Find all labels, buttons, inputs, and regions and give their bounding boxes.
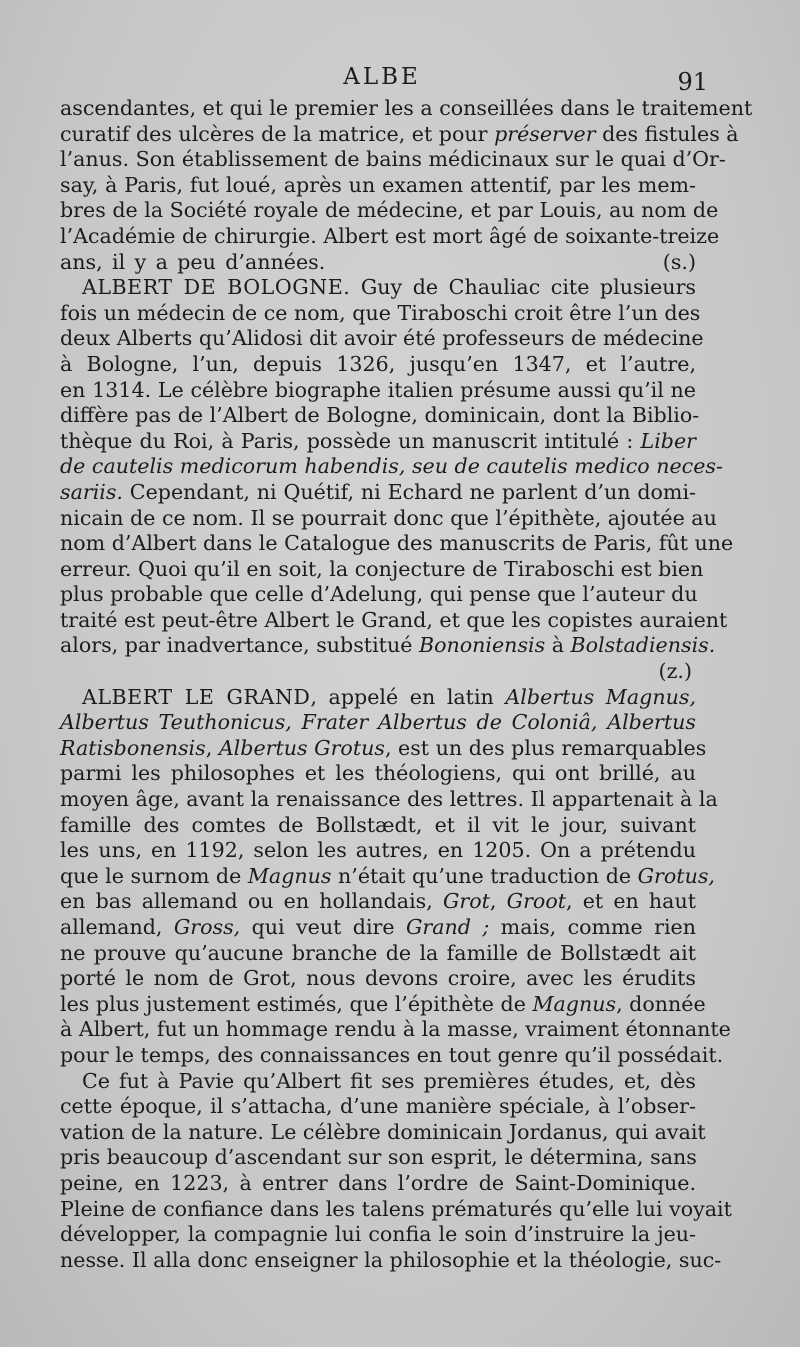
text-line	[60, 429, 696, 455]
text-run: , donnée	[616, 991, 706, 1016]
text-line: traité est peut-être Albert le Grand, et que les copistes auraient	[60, 607, 728, 632]
text-run: thèque du Roi, à Paris, possède un manuscrit intitulé :	[60, 428, 641, 453]
text-line: nicain de ce nom. Il se pourrait donc que l’épithète, ajoutée au	[60, 505, 717, 530]
page-header	[62, 62, 708, 96]
italic-term: Albertus Grotus	[218, 735, 385, 760]
text-line	[60, 121, 739, 148]
text-line: l’Académie de chirurgie. Albert est mort âgé de soixante-treize	[60, 223, 720, 248]
text-line: ascendantes, et qui le premier les a conseillées dans le traitement	[60, 96, 753, 120]
text-run: alors, par inadvertance, substitué	[60, 633, 419, 658]
italic-term: Magnus	[247, 863, 332, 888]
text-line: porté le nom de Grot, nous devons croire, avec les érudits	[60, 966, 696, 991]
italic-term: Grand ;	[405, 915, 490, 939]
text-run: les plus justement estimés, que l’épithète de	[60, 991, 533, 1016]
italic-term: Albertus Teuthonicus, Frater Albertus de Coloniâ, Albertus	[60, 710, 696, 735]
entry-albert-le-grand	[60, 684, 731, 1069]
text-line	[60, 863, 715, 890]
text-line	[60, 275, 696, 301]
italic-term: Bononiensis	[418, 633, 546, 658]
text-line: fois un médecin de ce nom, que Tiraboschi croit être l’un des	[60, 300, 701, 325]
text-line: à Albert, fut un hommage rendu à la masse, vraiment étonnante	[60, 1017, 731, 1042]
paragraph-continuation	[60, 96, 753, 275]
text-run: qui veut dire	[240, 915, 406, 939]
entry-albert-de-bologne	[60, 275, 734, 685]
text-line: Pleine de confiance dans les talens prématurés qu’elle lui voyait	[60, 1196, 732, 1221]
text-run: , est un des plus remarquables	[384, 735, 707, 760]
text-line: say, à Paris, fut loué, après un examen attentif, par les mem-	[60, 172, 696, 197]
text-line: pris beaucoup d’ascendant sur son esprit, le détermina, sans	[60, 1145, 697, 1170]
text-line	[60, 889, 696, 915]
text-line: famille des comtes de Bollstædt, et il vit le jour, suivant	[60, 812, 696, 837]
text-line: Ce fut à Pavie qu’Albert fit ses premières études, et, dès	[82, 1068, 696, 1093]
text-line	[60, 710, 696, 736]
text-run: en bas allemand ou en hollandais,	[60, 889, 443, 914]
paragraph-early-life	[60, 1068, 732, 1274]
text-run: , et en haut	[566, 889, 696, 914]
text-line: erreur. Quoi qu’il en soit, la conjecture de Tiraboschi est bien	[60, 556, 704, 581]
text-run: ,	[205, 735, 219, 760]
italic-term: Ratisbonensis	[60, 735, 206, 760]
running-head: ALBE	[343, 64, 421, 90]
text-line: en 1314. Le célèbre biographe italien présume aussi qu’il ne	[60, 377, 696, 402]
italic-term: Grotus,	[637, 863, 715, 888]
italic-term: Albertus Magnus,	[505, 684, 696, 709]
text-line: deux Alberts qu’Alidosi dit avoir été professeurs de médecine	[60, 326, 704, 351]
text-run: curatif des ulcères de la matrice, et pour	[60, 121, 495, 146]
text-run: à	[545, 633, 571, 658]
text-line: développer, la compagnie lui confia le soin d’instruire la jeu-	[60, 1222, 696, 1247]
text-line: les uns, en 1192, selon les autres, en 1205. On a prétendu	[60, 838, 696, 863]
text-run: n’était qu’une traduction de	[331, 863, 638, 888]
text-run: Cependant, ni Quétif, ni Echard ne parlent d’un domi-	[122, 479, 696, 504]
italic-term: Bolstadiensis.	[570, 633, 716, 658]
article-body	[60, 96, 753, 1273]
text-line: à Bologne, l’un, depuis 1326, jusqu’en 1347, et l’autre,	[60, 351, 696, 376]
text-line: vation de la nature. Le célèbre dominicain Jordanus, qui avait	[60, 1119, 706, 1144]
text-line: nom d’Albert dans le Catalogue des manuscrits de Paris, fût une	[60, 531, 734, 556]
italic-term: Groot	[506, 889, 566, 914]
text-line: cette époque, il s’attacha, d’une manière spéciale, à l’obser-	[60, 1094, 696, 1119]
text-line	[60, 454, 723, 480]
italic-title: sariis.	[60, 479, 123, 504]
text-run: allemand,	[60, 915, 174, 939]
text-line	[60, 480, 696, 506]
author-initials: (z.)	[658, 659, 692, 684]
text-run: , appelé en latin	[310, 684, 506, 709]
italic-term: préserver	[494, 121, 596, 146]
text-run: mais, comme rien	[489, 915, 697, 939]
text-line	[60, 685, 696, 711]
italic-term: Gross,	[173, 915, 241, 939]
italic-term: Magnus	[532, 991, 617, 1016]
text-line	[60, 915, 696, 941]
text-run: ,	[489, 889, 507, 914]
italic-term: Grot	[442, 889, 490, 914]
page-number: 91	[677, 68, 708, 96]
text-line: ne prouve qu’aucune branche de la famille de Bollstædt ait	[60, 940, 696, 965]
text-line: nesse. Il alla donc enseigner la philosophie et la théologie, suc-	[60, 1247, 722, 1272]
text-line: l’anus. Son établissement de bains médicinaux sur le quai d’Or-	[60, 147, 726, 172]
text-line: plus probable que celle d’Adelung, qui pense que l’auteur du	[60, 582, 698, 607]
text-line: parmi les philosophes et les théologiens, qui ont brillé, au	[60, 761, 696, 786]
text-line	[60, 633, 716, 659]
text-line	[60, 735, 707, 762]
text-line: bres de la Société royale de médecine, et par Louis, au nom de	[60, 198, 719, 223]
italic-title: de cautelis medicorum habendis, seu de cautelis medico neces-	[60, 454, 723, 479]
text-run: que le surnom de	[60, 863, 248, 888]
text-line	[60, 991, 706, 1018]
text-run: Guy de Chauliac cite plusieurs	[350, 275, 696, 300]
text-line: ans, il y a peu d’années. (s.)	[60, 249, 696, 274]
text-line: pour le temps, des connaissances en tout genre qu’il possédait.	[60, 1042, 724, 1067]
text-line: diffère pas de l’Albert de Bologne, dominicain, dont la Biblio-	[60, 403, 700, 428]
italic-term: Liber	[640, 428, 696, 453]
entry-headword: ALBERT DE BOLOGNE.	[82, 275, 351, 300]
text-line: peine, en 1223, à entrer dans l’ordre de Saint-Dominique.	[60, 1170, 696, 1195]
entry-headword: ALBERT LE GRAND	[82, 684, 311, 709]
text-line: moyen âge, avant la renaissance des lettres. Il appartenait à la	[60, 787, 718, 812]
text-run: des fistules à	[595, 121, 739, 146]
